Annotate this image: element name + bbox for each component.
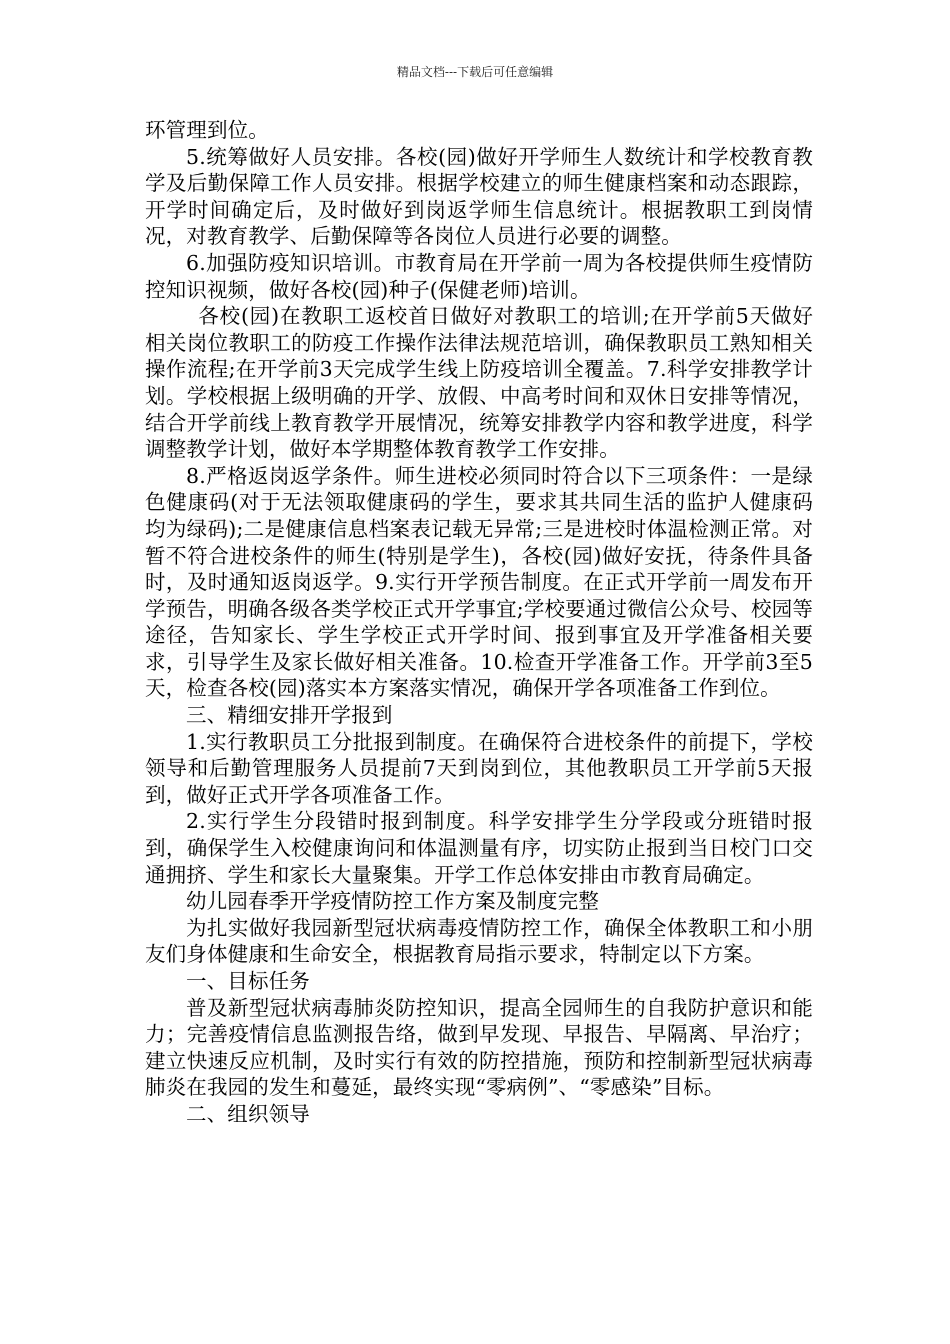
section-heading-1: 一、目标任务 xyxy=(186,969,310,993)
page-header: 精品文档---下载后可任意编辑 xyxy=(396,65,554,79)
document-body xyxy=(145,117,813,1128)
paragraph-staff-report: 1.实行教职员工分批报到制度。在确保符合进校条件的前提下，学校领导和后勤管理服务人员提前7天到岗到位，其他教职员工开学前5天报到，做好正式开学各项准备工作。 xyxy=(145,729,813,807)
paragraph-item-5: 5.统筹做好人员安排。各校(园)做好开学师生人数统计和学校教育教学及后勤保障工作人员安排。根据学校建立的师生健康档案和动态跟踪，开学时间确定后，及时做好到岗返学师生信息统计。根据教职工到岗情况，对教育教学、后勤保障等各岗位人员进行必要的调整。 xyxy=(145,144,813,249)
document-title: 幼儿园春季开学疫情防控工作方案及制度完整 xyxy=(186,889,599,914)
paragraph-item-8: 8.严格返岗返学条件。师生进校必须同时符合以下三项条件：一是绿色健康码(对于无法领取健康码的学生，要求其共同生活的监护人健康码均为绿码);二是健康信息档案表记载无异常;三是进校时体温检测正常。对暂不符合进校条件的师生(特别是学生)，各校(园)做好安抚，待条件具备时，及时通知返岗返学。9.实行开学预告制度。在正式开学前一周发布开学预告，明确各级各类学校正式开学事宜;学校要通过微信公众号、校园等途径，告知家长、学生学校正式开学时间、报到事宜及开学准备相关要求，引导学生及家长做好相关准备。10.检查开学准备工作。开学前3至5天，检查各校(园)落实本方案落实情况，确保开学各项准备工作到位。 xyxy=(145,463,813,701)
section-heading-3: 三、精细安排开学报到 xyxy=(186,703,393,728)
paragraph-training: 各校(园)在教职工返校首日做好对教职工的培训;在开学前5天做好相关岗位教职工的防疫工作操作法律法规范培训，确保教职员工熟知相关操作流程;在开学前3天完成学生线上防疫培训全覆盖。7.科学安排教学计划。学校根据上级明确的开学、放假、中高考时间和双休日安排等情况，结合开学前线上教育教学开展情况，统筹安排教学内容和教学进度，科学调整教学计划，做好本学期整体教育教学工作安排。 xyxy=(145,304,813,462)
paragraph-item-6: 6.加强防疫知识培训。市教育局在开学前一周为各校提供师生疫情防控知识视频，做好各校(园)种子(保健老师)培训。 xyxy=(145,250,813,302)
paragraph-continuation: 环管理到位。 xyxy=(145,118,269,142)
paragraph-student-report: 2.实行学生分段错时报到制度。科学安排学生分学段或分班错时报到，确保学生入校健康询问和体温测量有序，切实防止报到当日校门口交通拥挤、学生和家长大量聚集。开学工作总体安排由市教育局确定。 xyxy=(145,809,813,887)
paragraph-intro: 为扎实做好我园新型冠状病毒疫情防控工作，确保全体教职工和小朋友们身体健康和生命安全，根据教育局指示要求，特制定以下方案。 xyxy=(145,915,813,967)
paragraph-goals: 普及新型冠状病毒肺炎防控知识，提高全园师生的自我防护意识和能力；完善疫情信息监测报告络，做到早发现、早报告、早隔离、早治疗；建立快速反应机制，及时实行有效的防控措施，预防和控制新型冠状病毒肺炎在我园的发生和蔓延，最终实现“零病例”、“零感染”目标。 xyxy=(145,995,813,1100)
section-heading-2: 二、组织领导 xyxy=(186,1101,310,1126)
